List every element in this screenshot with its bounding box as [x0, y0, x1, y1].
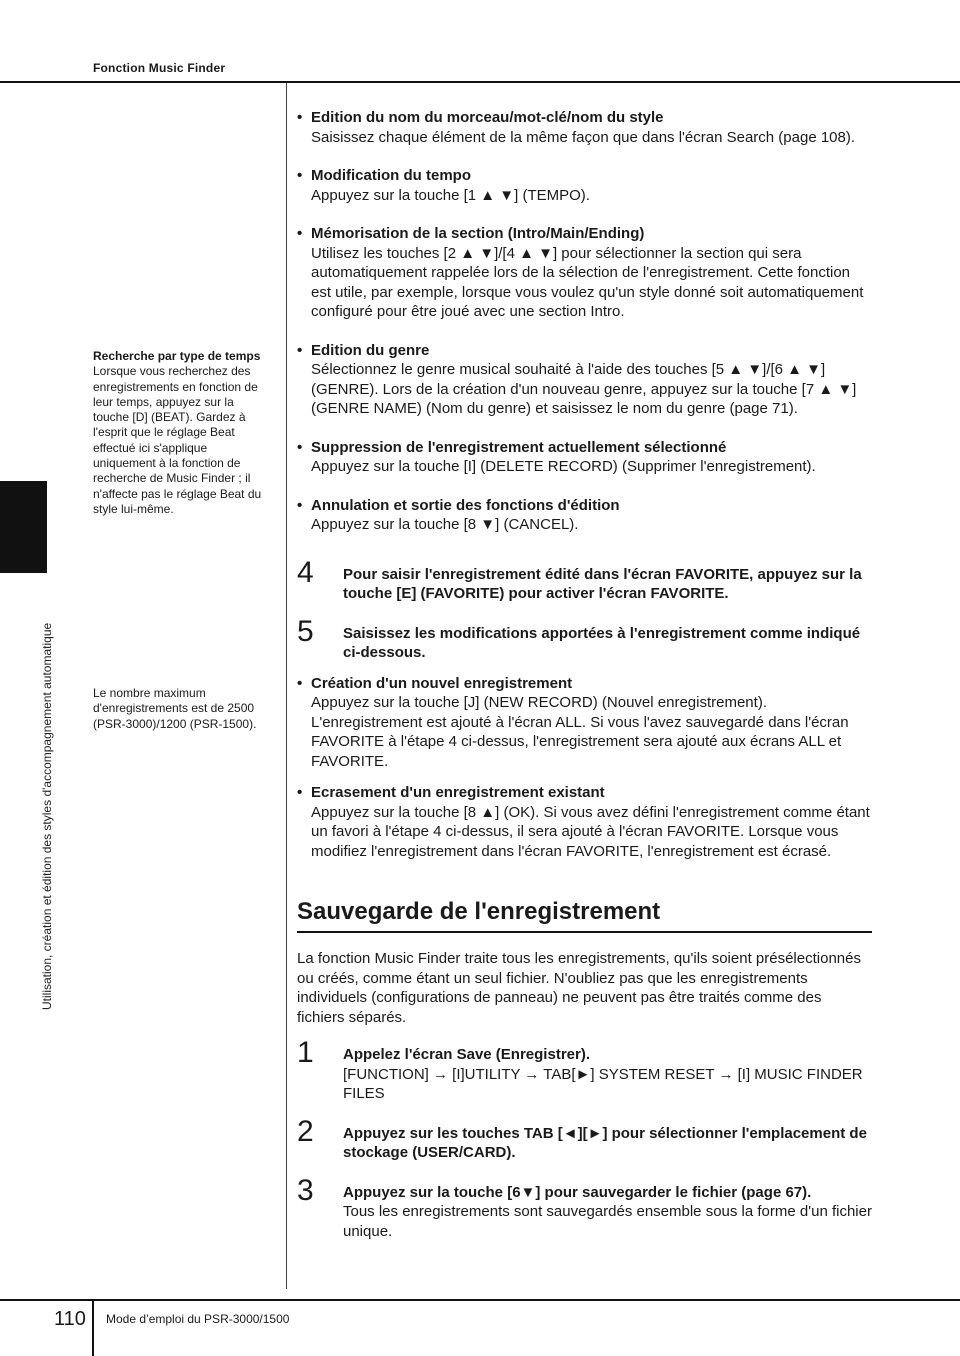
bullet-overwrite-record: [297, 783, 872, 861]
step-5: [297, 614, 872, 663]
bullet-dot: •: [297, 784, 303, 801]
bullet-dot: •: [297, 225, 303, 242]
bullet-cancel: [297, 496, 872, 535]
margin-note-body: Le nombre maximum d'enregistrements est de 2500 (PSR-3000)/1200 (PSR-1500).: [93, 686, 257, 731]
bullet-dot: •: [297, 438, 303, 456]
bullet-new-record: [297, 674, 872, 772]
step-number: 1: [297, 1036, 314, 1069]
bullet-delete-record: [297, 438, 872, 477]
bullet-title: Ecrasement d'un enregistrement existant: [311, 784, 605, 801]
step-title: Appuyez sur la touche [6▼] pour sauvegarder le fichier (page 67).: [343, 1183, 812, 1201]
bullet-body: Appuyez sur la touche [I] (DELETE RECORD) (Supprimer l'enregistrement).: [311, 458, 816, 475]
bullet-body: Sélectionnez le genre musical souhaité à l'aide des touches [5 ▲ ▼]/[6 ▲ ▼] (GENRE). Lors de la création d'un nouveau genre, appuyez sur la touche [7 ▲ ▼] (GENRE NAME) (Nom du genre) et saisissez le nom du genre (page 71).: [311, 361, 857, 417]
bullet-title: Suppression de l'enregistrement actuellement sélectionné: [311, 438, 727, 456]
margin-note-title: Recherche par type de temps: [93, 349, 261, 363]
step-2: [297, 1114, 872, 1163]
step-title: Appuyez sur les touches TAB [◄][►] pour sélectionner l'emplacement de stockage (USER/CARD).: [343, 1124, 867, 1161]
bullet-tempo: [297, 166, 872, 205]
column-divider: [286, 83, 287, 1289]
bullet-title: Modification du tempo: [311, 167, 471, 184]
bullet-body: Utilisez les touches [2 ▲ ▼]/[4 ▲ ▼] pour sélectionner la section qui sera automatiquement rappelée lors de la sélection de l'enregistrement. Cette fonction est utile, par exemple, lorsque vous voulez qu'un style donné soit automatiquement configuré pour être joué avec une section Intro.: [311, 244, 864, 320]
bullet-title: Mémorisation de la section (Intro/Main/Ending): [311, 225, 645, 242]
bullet-dot: •: [297, 341, 303, 359]
bullet-dot: •: [297, 674, 303, 692]
footer-rule: [0, 1299, 960, 1301]
bullet-body: Appuyez sur la touche [8 ▼] (CANCEL).: [311, 516, 579, 533]
bullet-body: Appuyez sur la touche [8 ▲] (OK). Si vous avez défini l'enregistrement comme étant un favori à l'étape 4 ci-dessus, il sera ajouté à l'écran FAVORITE. Lorsque vous modifiez l'enregistrement dans l'écran FAVORITE, l'enregistrement est écrasé.: [311, 803, 870, 860]
bullet-dot: •: [297, 109, 303, 126]
margin-note-max-records: [93, 686, 273, 732]
margin-note-beat: [93, 349, 273, 517]
main-column: [297, 108, 872, 1261]
step-title: Pour saisir l'enregistrement édité dans l'écran FAVORITE, appuyez sur la touche [E] (FAVORITE) pour activer l'écran FAVORITE.: [343, 565, 862, 602]
margin-note-body: Lorsque vous recherchez des enregistrements en fonction de leur temps, appuyez sur la touche [D] (BEAT). Gardez à l'esprit que le réglage Beat effectué ici s'applique uniquement à la fonction de recherche de Music Finder ; il n'affecte pas le réglage Beat du style lui-même.: [93, 364, 262, 516]
step-4: [297, 555, 872, 604]
step-body: [FUNCTION] → [I]UTILITY → TAB[►] SYSTEM RESET → [I] MUSIC FINDER FILES: [343, 1065, 863, 1102]
step-3: [297, 1173, 872, 1242]
footer-divider: [92, 1301, 94, 1356]
chapter-tab: [0, 481, 47, 573]
step-number: 3: [297, 1173, 314, 1207]
bullet-title: Edition du nom du morceau/mot-clé/nom du style: [311, 109, 664, 126]
step-number: 4: [297, 555, 314, 589]
bullet-body: Appuyez sur la touche [J] (NEW RECORD) (Nouvel enregistrement). L'enregistrement est ajouté à l'écran ALL. Si vous l'avez sauvegardé dans l'écran FAVORITE à l'étape 4 ci-dessus, l'enregistrement sera ajouté aux écrans ALL et FAVORITE.: [311, 694, 849, 770]
header-rule: [0, 81, 960, 83]
step-body: Tous les enregistrements sont sauvegardés ensemble sous la forme d'un fichier unique.: [343, 1203, 872, 1240]
bullet-body: Saisissez chaque élément de la même façon que dans l'écran Search (page 108).: [311, 128, 856, 146]
manual-title: Mode d’emploi du PSR-3000/1500: [106, 1312, 290, 1326]
step-1: [297, 1036, 872, 1104]
bullet-title: Edition du genre: [311, 341, 430, 359]
section-intro: La fonction Music Finder traite tous les enregistrements, qu'ils soient présélectionnés ou créés, comme étant un seul fichier. N'oubliez pas que les enregistrements individuels (configurations de panneau) ne peuvent pas être traités comme des fichiers séparés.: [297, 950, 861, 1026]
bullet-body: Appuyez sur la touche [1 ▲ ▼] (TEMPO).: [311, 186, 590, 204]
section-heading: Sauvegarde de l'enregistrement: [297, 897, 872, 933]
page-number: 110: [54, 1308, 86, 1330]
bullet-section-memory: [297, 224, 872, 322]
bullet-dot: •: [297, 167, 303, 184]
bullet-genre: [297, 341, 872, 419]
bullet-edit-name: [297, 108, 872, 147]
step-title: Saisissez les modifications apportées à l'enregistrement comme indiqué ci-dessous.: [343, 624, 861, 661]
bullet-title: Annulation et sortie des fonctions d'édition: [311, 496, 620, 514]
chapter-caption: Utilisation, création et édition des styles d'accompagnement automatique: [40, 622, 54, 1010]
bullet-dot: •: [297, 496, 303, 514]
step-number: 2: [297, 1114, 314, 1148]
step-number: 5: [297, 614, 314, 648]
step-title: Appelez l'écran Save (Enregistrer).: [343, 1046, 590, 1063]
running-header: Fonction Music Finder: [93, 61, 226, 75]
bullet-title: Création d'un nouvel enregistrement: [311, 674, 573, 692]
